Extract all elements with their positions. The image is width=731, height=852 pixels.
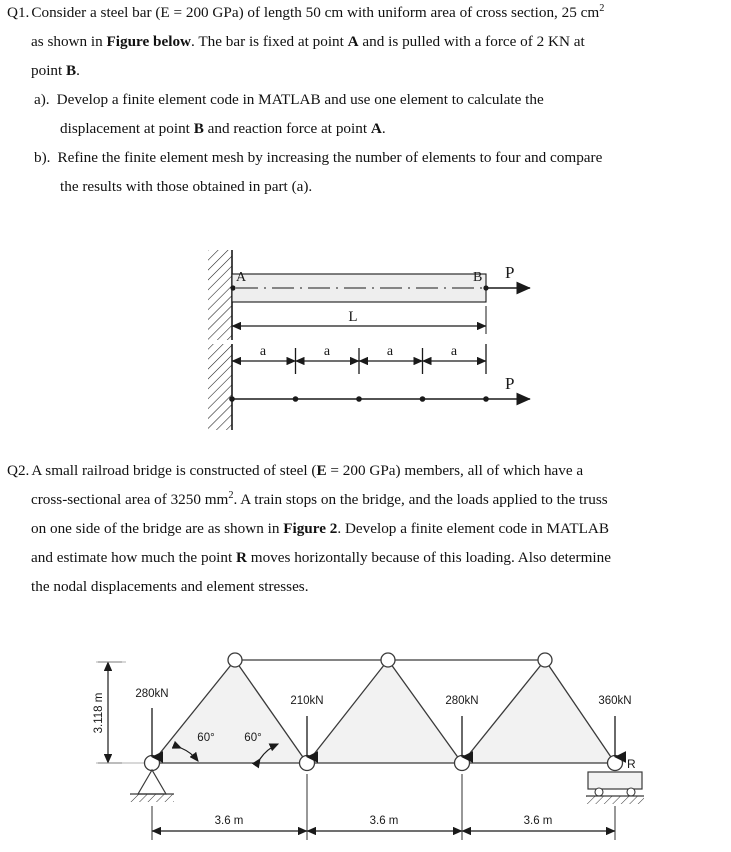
q2-line2-part-b: . A train stops on the bridge, and the loads applied to the truss: [233, 491, 608, 508]
q1-part-b-label: b).: [34, 149, 51, 166]
label-point-b: B: [473, 270, 483, 285]
q1-part-a-text-1: displacement at point: [60, 120, 194, 137]
q1-point-b-ref: B: [66, 62, 77, 79]
question-1-block: [0, 0, 731, 201]
q1-part-b-line-1: Refine the finite element mesh by increasing the number of elements to four and compare: [57, 149, 603, 166]
q2-area-superscript: 2: [228, 489, 234, 501]
q2-label: Q2.: [7, 462, 30, 479]
q1-label: Q1.: [7, 4, 30, 21]
span-label-1: 3.6 m: [214, 815, 244, 827]
q2-line4-part-b: moves horizontally because of this loading. Also determine: [246, 549, 611, 566]
figure-1-fixed-bar: [200, 248, 580, 433]
q2-first-line: [0, 456, 731, 485]
q2-line-2: [0, 485, 731, 514]
label-segment-a-2: a: [323, 344, 331, 359]
q1-point-a-ref: A: [347, 33, 359, 50]
q1-figure-reference: Figure below: [106, 33, 192, 50]
span-label-3: 3.6 m: [523, 815, 553, 827]
q2-figure-reference: Figure 2: [283, 520, 338, 537]
q1-line2-part-c: and is pulled with a force of 2 KN at: [358, 33, 585, 50]
q2-line3-part-b: . Develop a finite element code in MATLAB: [337, 520, 609, 537]
q1-part-a-line-1: Develop a finite element code in MATLAB and use one element to calculate the: [56, 91, 544, 108]
span-dimensions: [152, 774, 615, 840]
label-height-dimension: 3.118 m: [93, 692, 105, 734]
label-force-p-bottom: P: [505, 374, 515, 393]
span-label-2: 3.6 m: [369, 815, 399, 827]
q1-intro-line-1: [31, 0, 731, 27]
q1-intro-line-2: [0, 27, 731, 56]
q2-line1-part-b: = 200 GPa) members, all of which have a: [326, 462, 584, 479]
q2-modulus-symbol: E: [316, 462, 327, 479]
q1-line2-part-b: . The bar is fixed at point: [191, 33, 348, 50]
q2-line3-part-a: on one side of the bridge are as shown in: [31, 520, 284, 537]
label-segment-a-4: a: [450, 344, 458, 359]
q1-part-a-text-3: .: [381, 120, 386, 137]
wall-hatch-upper: [208, 250, 232, 340]
wall-hatch-lower: [208, 344, 232, 430]
q1-line2-part-a: as shown in: [31, 33, 107, 50]
q2-point-r-ref: R: [236, 549, 247, 566]
load-label-3: 280kN: [445, 695, 479, 707]
figure-2-truss: [88, 624, 698, 852]
q1-part-b-row: [0, 143, 731, 172]
label-point-a: A: [236, 270, 247, 285]
q1-line3-part-b: .: [76, 62, 80, 79]
angle-label-left: 60°: [197, 732, 215, 744]
truss-panels: [152, 660, 615, 763]
load-label-1: 280kN: [135, 688, 169, 700]
q1-part-a-point-b: B: [193, 120, 204, 137]
question-2-block: [0, 456, 731, 601]
q2-line1-part-a: A small railroad bridge is constructed of steel (: [31, 462, 317, 479]
bar-body: [232, 274, 486, 302]
load-label-4: 360kN: [598, 695, 632, 707]
q1-part-a-text-2: and reaction force at point: [203, 120, 371, 137]
q1-part-a-label: a).: [34, 91, 50, 108]
q1-line3-part-a: point: [31, 62, 67, 79]
q2-line-3: [0, 514, 731, 543]
label-point-r: R: [627, 757, 636, 771]
node-a-dot: [230, 285, 235, 290]
q1-first-line: [0, 0, 731, 27]
q2-line2-part-a: cross-sectional area of 3250 mm: [31, 491, 229, 508]
q1-area-superscript: 2: [599, 2, 605, 14]
q1-part-a-row: [0, 85, 731, 114]
angle-label-right: 60°: [244, 732, 262, 744]
q1-part-b-line-2: the results with those obtained in part (a).: [60, 178, 313, 195]
height-dimension: [93, 662, 122, 763]
label-force-p-top: P: [505, 263, 515, 282]
roller-support: [586, 772, 644, 804]
q2-line4-part-a: and estimate how much the point: [31, 549, 236, 566]
meshed-bar-line: [229, 396, 489, 402]
label-segment-a-1: a: [259, 344, 267, 359]
q1-part-a-line-2: [0, 114, 731, 143]
q1-part-a-point-a: A: [370, 120, 382, 137]
q2-line-4: [0, 543, 731, 572]
label-segment-a-3: a: [386, 344, 394, 359]
q1-intro-line-3: [0, 56, 731, 85]
q2-line-1: [31, 456, 731, 485]
label-length-L: L: [348, 309, 358, 325]
q2-line-5: the nodal displacements and element stresses.: [31, 578, 309, 595]
q1-intro-text: Consider a steel bar (E = 200 GPa) of length 50 cm with uniform area of cross section, 25 cm: [31, 4, 600, 21]
load-label-2: 210kN: [290, 695, 324, 707]
pin-support: [130, 770, 174, 802]
